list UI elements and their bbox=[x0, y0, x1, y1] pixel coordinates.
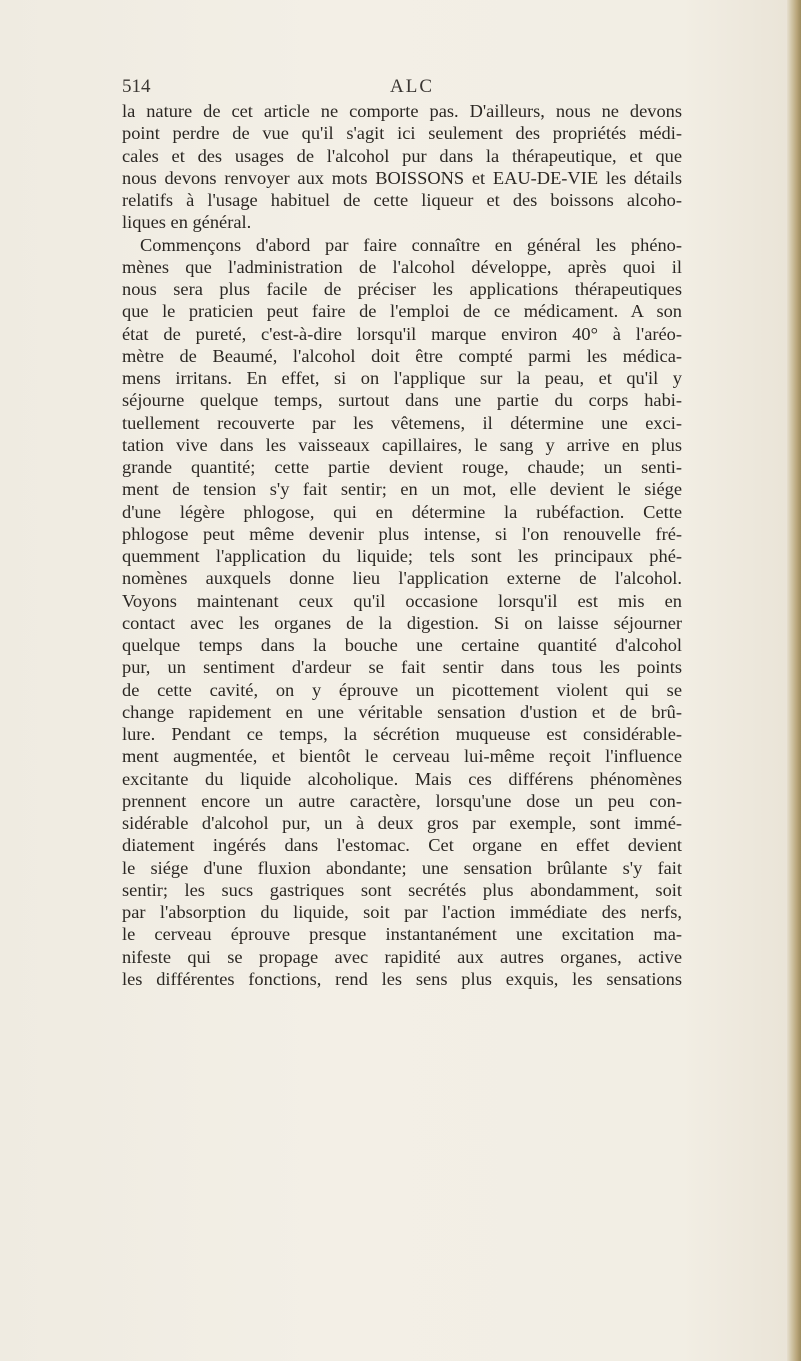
text-line: nous sera plus facile de préciser les applications thérapeutiques bbox=[122, 279, 682, 299]
text-line: tuellement recouverte par les vêtemens, il détermine une exci- bbox=[122, 412, 682, 433]
text-line: le siége d'une fluxion abondante; une sensation brûlante s'y fait bbox=[122, 857, 682, 878]
text-line: ment de tension s'y fait sentir; en un mot, elle devient le siége bbox=[122, 479, 682, 500]
text-line: cales et des usages de l'alcohol pur dans la thérapeutique, et que bbox=[122, 145, 682, 166]
text-line: mens irritans. En effet, si on l'applique sur la peau, et qu'il y bbox=[122, 368, 682, 388]
text-line: Voyons maintenant ceux qu'il occasione lorsqu'il est mis en bbox=[122, 590, 682, 611]
text-line: les différentes fonctions, rend les sens plus exquis, les sensations bbox=[122, 968, 682, 989]
text-line: sidérable d'alcohol pur, un à deux gros par exemple, sont immé- bbox=[122, 813, 682, 833]
text-line: Commençons d'abord par faire connaître en général les phéno- bbox=[140, 234, 682, 255]
text-line: nomènes auxquels donne lieu l'application externe de l'alcohol. bbox=[122, 568, 682, 589]
text-line: liques en général. bbox=[122, 212, 252, 233]
page-header bbox=[122, 76, 682, 100]
text-line: état de pureté, c'est-à-dire lorsqu'il marque environ 40° à l'aréo- bbox=[122, 323, 682, 344]
body-text bbox=[122, 100, 682, 990]
text-line: par l'absorption du liquide, soit par l'action immédiate des nerfs, bbox=[122, 902, 682, 922]
text-line: quemment l'application du liquide; tels sont les principaux phé- bbox=[122, 546, 682, 566]
text-line: sentir; les sucs gastriques sont secrétés plus abondamment, soit bbox=[122, 879, 682, 900]
text-line: nous devons renvoyer aux mots BOISSONS et EAU-DE-VIE les détails bbox=[122, 167, 682, 188]
text-line: lure. Pendant ce temps, la sécrétion muqueuse est considérable- bbox=[122, 724, 682, 744]
page-edge bbox=[787, 0, 801, 1361]
text-line: nifeste qui se propage avec rapidité aux autres organes, active bbox=[122, 946, 682, 967]
text-line: que le praticien peut faire de l'emploi de ce médicament. A son bbox=[122, 301, 682, 322]
text-line: pur, un sentiment d'ardeur se fait sentir dans tous les points bbox=[122, 657, 682, 678]
text-line: diatement ingérés dans l'estomac. Cet organe en effet devient bbox=[122, 835, 682, 856]
text-line: mènes que l'administration de l'alcohol développe, après quoi il bbox=[122, 256, 682, 277]
text-line: quelque temps dans la bouche une certaine quantité d'alcohol bbox=[122, 635, 682, 655]
running-head: ALC bbox=[390, 76, 434, 97]
text-line: prennent encore un autre caractère, lorsqu'une dose un peu con- bbox=[122, 790, 682, 811]
text-line: le cerveau éprouve presque instantanément une excitation ma- bbox=[122, 924, 682, 945]
text-line: change rapidement en une véritable sensation d'ustion et de brû- bbox=[122, 701, 682, 722]
text-line: tation vive dans les vaisseaux capillaires, le sang y arrive en plus bbox=[122, 434, 682, 455]
text-line: ment augmentée, et bientôt le cerveau lui-même reçoit l'influence bbox=[122, 746, 682, 767]
text-line: point perdre de vue qu'il s'agit ici seulement des propriétés médi- bbox=[122, 123, 682, 144]
text-line: relatifs à l'usage habituel de cette liqueur et des boissons alcoho- bbox=[122, 190, 682, 210]
text-line: de cette cavité, on y éprouve un picottement violent qui se bbox=[122, 679, 682, 700]
page-number: 514 bbox=[122, 76, 151, 97]
text-line: phlogose peut même devenir plus intense, si l'on renouvelle fré- bbox=[122, 523, 682, 544]
text-line: mètre de Beaumé, l'alcohol doit être compté parmi les médica- bbox=[122, 345, 682, 366]
text-line: contact avec les organes de la digestion. Si on laisse séjourner bbox=[122, 612, 682, 633]
text-line: la nature de cet article ne comporte pas. D'ailleurs, nous ne devons bbox=[122, 101, 682, 121]
text-line: séjourne quelque temps, surtout dans une partie du corps habi- bbox=[122, 390, 682, 411]
text-line: d'une légère phlogose, qui en détermine la rubéfaction. Cette bbox=[122, 501, 682, 522]
text-line: grande quantité; cette partie devient rouge, chaude; un senti- bbox=[122, 457, 682, 477]
text-line: excitante du liquide alcoholique. Mais ces différens phénomènes bbox=[122, 768, 682, 789]
